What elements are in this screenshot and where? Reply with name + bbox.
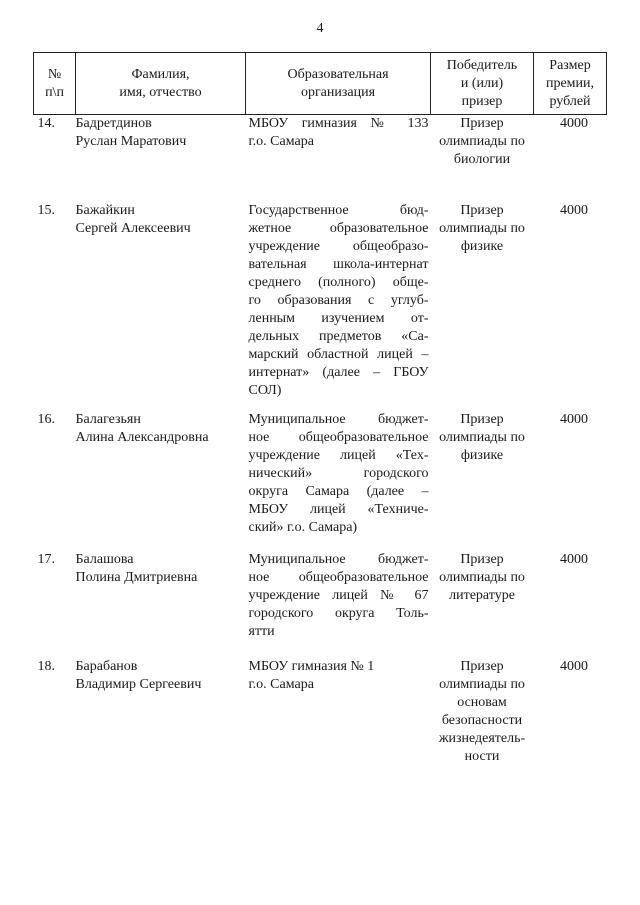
- awards-table: [33, 52, 607, 778]
- prize-amount: 4000: [560, 203, 588, 218]
- table-header-row: [34, 53, 607, 115]
- student-name: Балагезьян Алина Александровна: [75, 412, 209, 445]
- prize-amount: 4000: [560, 116, 588, 131]
- student-name: Бадретдинов Руслан Маратович: [75, 116, 187, 149]
- student-name: Барабанов Владимир Сергеевич: [75, 659, 202, 692]
- row-number: 18.: [37, 659, 55, 674]
- table-row: [34, 115, 607, 203]
- organization: Государственное бюд- жетное образовательное учреждение общеобразо- вательная школа-интернат среднего (полного) обще- го образования с углуб- ленным изучением от- дельных предметов «Са- марский областной лицей – интернат» (далее – ГБОУ СОЛ): [248, 203, 429, 398]
- student-name: Балашова Полина Дмитриевна: [75, 552, 198, 585]
- winner-status: Призер олимпиады по физике: [439, 203, 525, 254]
- header-winner-or-prizewinner: Победитель и (или) призер: [431, 53, 534, 115]
- winner-status: Призер олимпиады по литературе: [439, 552, 525, 603]
- header-number: № п\п: [34, 53, 76, 115]
- table-row: [34, 202, 607, 411]
- winner-status: Призер олимпиады по физике: [439, 412, 525, 463]
- organization: МБОУ гимназия № 133 г.о. Самара: [248, 116, 429, 149]
- page-number: 4: [316, 21, 324, 36]
- winner-status: Призер олимпиады по основам безопасности жизнедеятель- ности: [438, 659, 526, 764]
- row-number: 17.: [37, 552, 55, 567]
- table-row: [34, 551, 607, 658]
- header-organization: Образовательная организация: [246, 53, 431, 115]
- student-name: Бажайкин Сергей Алексеевич: [75, 203, 191, 236]
- header-full-name: Фамилия, имя, отчество: [76, 53, 246, 115]
- prize-amount: 4000: [560, 412, 588, 427]
- header-prize-amount: Размер премии, рублей: [534, 53, 607, 115]
- prize-amount: 4000: [560, 552, 588, 567]
- organization: Муниципальное бюджет- ное общеобразовательное учреждение лицей «Тех- нический» городского округа Самара (далее – МБОУ лицей «Техниче- ский» г.о. Самара): [248, 412, 429, 535]
- winner-status: Призер олимпиады по биологии: [439, 116, 525, 167]
- prize-amount: 4000: [560, 659, 588, 674]
- row-number: 14.: [37, 116, 55, 131]
- row-number: 15.: [37, 203, 55, 218]
- organization: Муниципальное бюджет- ное общеобразовательное учреждение лицей № 67 городского округа Толь- ятти: [248, 552, 429, 639]
- table-row: [34, 411, 607, 551]
- row-number: 16.: [37, 412, 55, 427]
- organization: МБОУ гимназия № 1 г.о. Самара: [248, 659, 375, 692]
- table-row: [34, 658, 607, 778]
